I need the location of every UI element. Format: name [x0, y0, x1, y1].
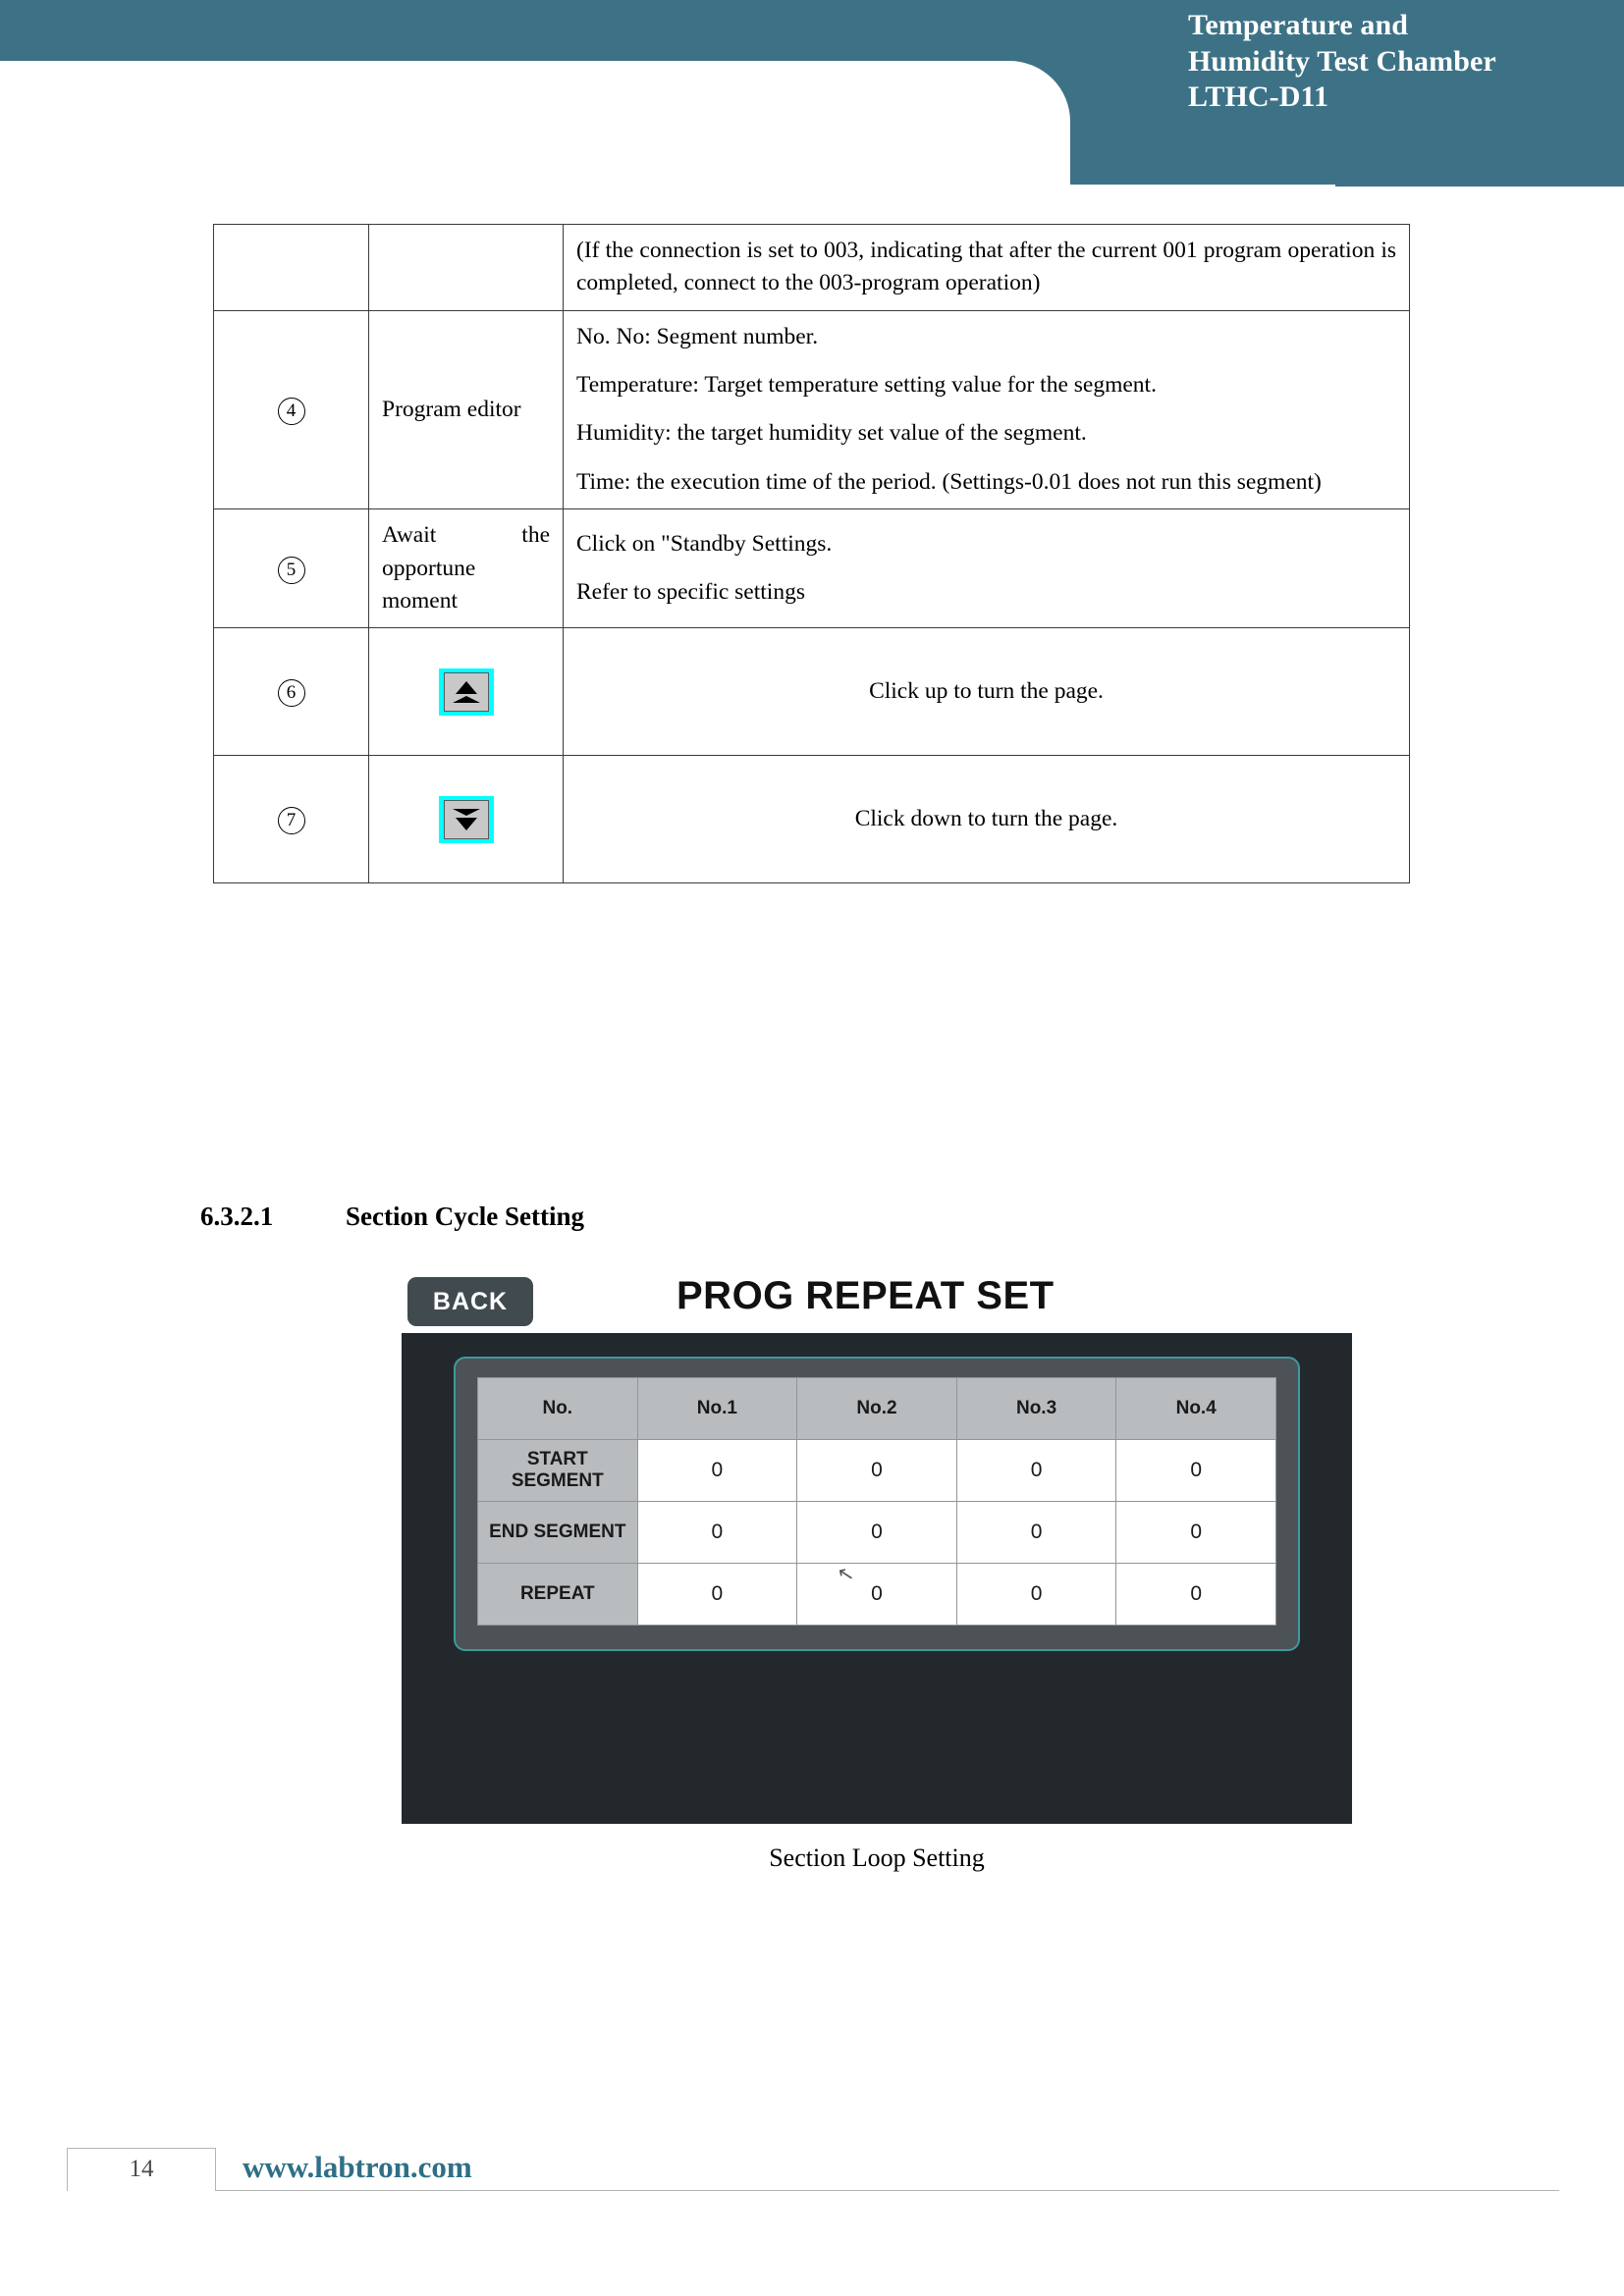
hmi-screenshot	[402, 1266, 1352, 1824]
description-text: Time: the execution time of the period. (Settings-0.01 does not run this segment)	[576, 468, 1322, 495]
table-row	[214, 310, 1410, 508]
cell-end-segment-no3[interactable]: 0	[956, 1502, 1116, 1564]
header-title	[1188, 8, 1610, 116]
circled-number-6: 6	[278, 679, 305, 707]
row-label-cell	[369, 628, 564, 756]
row-description-cell	[564, 756, 1410, 883]
footer-divider	[67, 2190, 1559, 2191]
row-number-cell	[214, 756, 369, 883]
row-number-cell	[214, 628, 369, 756]
section-number: 6.3.2.1	[200, 1201, 274, 1231]
description-text: Humidity: the target humidity set value of the segment.	[576, 420, 1087, 447]
cell-start-segment-no4[interactable]: 0	[1116, 1440, 1276, 1502]
description-text: Click down to turn the page.	[854, 806, 1118, 832]
row-number-cell	[214, 310, 369, 508]
table-row	[214, 628, 1410, 756]
description-text: Temperature: Target temperature setting value for the segment.	[576, 372, 1157, 399]
mouse-cursor-icon: ↖	[836, 1562, 856, 1587]
cell-repeat-no2[interactable]: 0	[797, 1564, 957, 1626]
row-label-cell: Program editor	[369, 310, 564, 508]
back-button[interactable]: BACK	[407, 1277, 533, 1326]
parameter-description-table	[213, 224, 1410, 883]
circled-number-5: 5	[278, 557, 305, 584]
section-heading	[200, 1201, 584, 1232]
double-arrow-down-icon[interactable]	[439, 796, 494, 843]
triangle-up-large	[456, 681, 477, 694]
prog-repeat-panel	[454, 1357, 1300, 1651]
hmi-topbar	[402, 1266, 1352, 1335]
table-row-repeat	[478, 1564, 1276, 1626]
row-description-cell	[564, 310, 1410, 508]
header-curve-cutout	[0, 61, 1070, 193]
arrow-button-face	[444, 800, 489, 839]
table-row	[214, 225, 1410, 311]
triangle-up-bar	[453, 696, 480, 703]
column-header-no2: No.2	[797, 1378, 957, 1440]
header-title-line3: LTHC-D11	[1188, 80, 1329, 114]
cell-end-segment-no2[interactable]: 0	[797, 1502, 957, 1564]
hmi-screen-body	[402, 1333, 1352, 1824]
column-header-no3: No.3	[956, 1378, 1116, 1440]
page-number: 14	[129, 2156, 154, 2182]
cell-start-segment-no1[interactable]: 0	[637, 1440, 797, 1502]
row-label-cell	[369, 756, 564, 883]
cell-start-segment-no2[interactable]: 0	[797, 1440, 957, 1502]
description-text: Click on "Standby Settings.	[576, 530, 833, 557]
column-header-no1: No.1	[637, 1378, 797, 1440]
header-title-line2: Humidity Test Chamber	[1188, 44, 1496, 78]
table-row	[214, 509, 1410, 628]
cell-start-segment-no3[interactable]: 0	[956, 1440, 1116, 1502]
circled-number-7: 7	[278, 807, 305, 834]
table-row-start-segment	[478, 1440, 1276, 1502]
table-row	[214, 756, 1410, 883]
hmi-screen-title: PROG REPEAT SET	[677, 1274, 1055, 1317]
row-number-cell	[214, 225, 369, 311]
row-number-cell	[214, 509, 369, 628]
footer-website-link[interactable]: www.labtron.com	[243, 2150, 472, 2184]
header-bottom-mask	[0, 185, 1335, 198]
section-title: Section Cycle Setting	[346, 1201, 584, 1231]
triangle-down-large	[456, 818, 477, 830]
cell-repeat-no1[interactable]: 0	[637, 1564, 797, 1626]
row-label-start-segment: START SEGMENT	[478, 1440, 638, 1502]
description-text: Click up to turn the page.	[869, 678, 1104, 705]
description-text: (If the connection is set to 003, indicating that after the current 001 program operation is completed, connect to the 003-program operation)	[576, 238, 1396, 296]
table-header-row	[478, 1378, 1276, 1440]
description-text: No. No: Segment number.	[576, 323, 819, 349]
row-description-cell	[564, 628, 1410, 756]
column-header-no: No.	[478, 1378, 638, 1440]
row-label-end-segment: END SEGMENT	[478, 1502, 638, 1564]
figure-caption: Section Loop Setting	[769, 1843, 985, 1872]
row-description-cell	[564, 225, 1410, 311]
header-title-line1: Temperature and	[1188, 9, 1409, 41]
double-arrow-up-icon[interactable]	[439, 668, 494, 716]
circled-number-4: 4	[278, 398, 305, 425]
row-label-cell	[369, 225, 564, 311]
row-label-repeat: REPEAT	[478, 1564, 638, 1626]
cell-repeat-no4[interactable]: 0	[1116, 1564, 1276, 1626]
prog-repeat-table	[477, 1377, 1276, 1626]
triangle-down-bar	[453, 809, 480, 816]
description-text: Refer to specific settings	[576, 579, 805, 606]
arrow-button-face	[444, 672, 489, 712]
cell-end-segment-no1[interactable]: 0	[637, 1502, 797, 1564]
page-header	[0, 0, 1624, 187]
row-description-cell	[564, 509, 1410, 628]
cell-repeat-no3[interactable]: 0	[956, 1564, 1116, 1626]
cell-end-segment-no4[interactable]: 0	[1116, 1502, 1276, 1564]
row-label-cell: Await the opportune moment	[369, 509, 564, 628]
table-row-end-segment	[478, 1502, 1276, 1564]
column-header-no4: No.4	[1116, 1378, 1276, 1440]
